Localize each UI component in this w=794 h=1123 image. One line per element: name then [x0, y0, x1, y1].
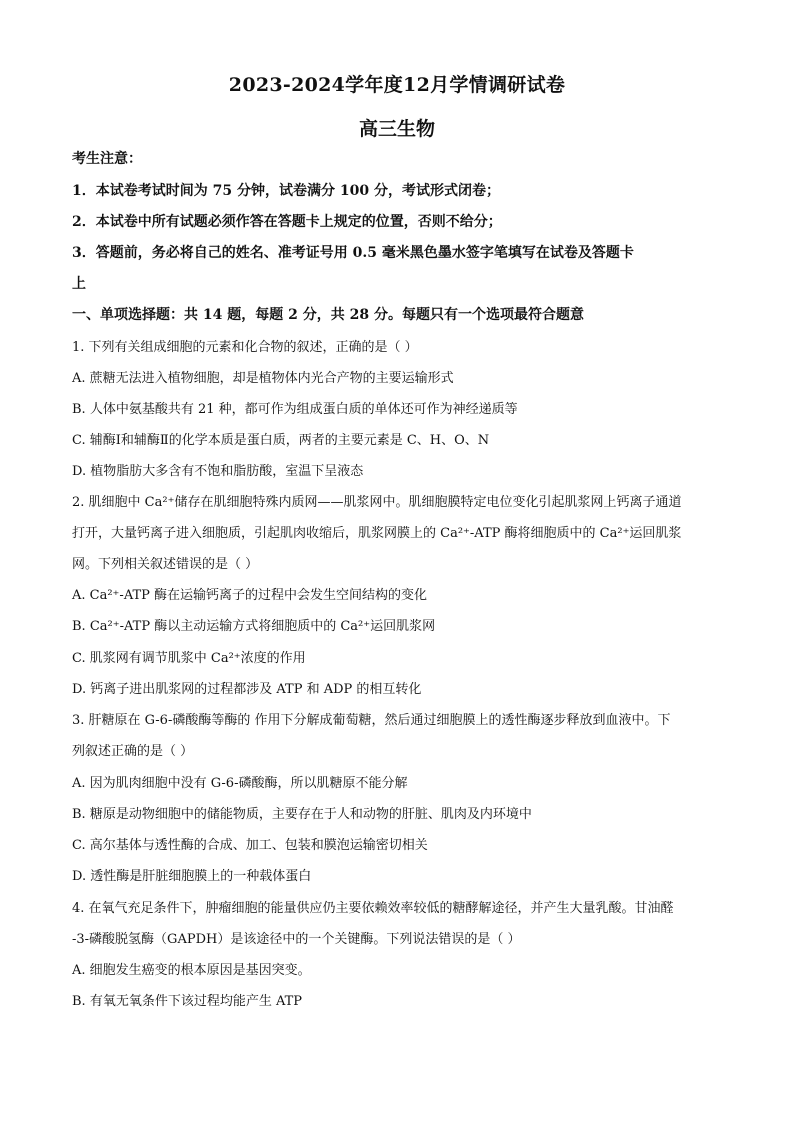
question-4-stem-line-1: 4. 在氧气充足条件下，肿瘤细胞的能量供应仍主要依赖效率较低的糖酵解途径，并产生大量乳酸。甘油醛 [72, 901, 674, 916]
question-2-stem-line-1: 2. 肌细胞中 Ca²⁺储存在肌细胞特殊内质网——肌浆网中。肌细胞膜特定电位变化引起肌浆网上钙离子通道 [72, 495, 682, 510]
question-3-option-d: D. 透性酶是肝脏细胞膜上的一种载体蛋白 [72, 869, 312, 884]
question-3-option-b: B. 糖原是动物细胞中的储能物质，主要存在于人和动物的肝脏、肌肉及内环境中 [72, 807, 532, 822]
question-1-stem: 1. 下列有关组成细胞的元素和化合物的叙述，正确的是（ ） [72, 340, 418, 355]
question-4-stem-line-2: -3-磷酸脱氢酶（GAPDH）是该途径中的一个关键酶。下列说法错误的是（ ） [72, 932, 521, 947]
notice-item-3-cont: 上 [72, 276, 86, 292]
section-heading: 一、单项选择题：共 14 题，每题 2 分，共 28 分。每题只有一个选项最符合题意 [72, 307, 584, 323]
question-1-option-b: B. 人体中氨基酸共有 21 种，都可作为组成蛋白质的单体还可作为神经递质等 [72, 402, 518, 417]
question-2-option-b: B. Ca²⁺-ATP 酶以主动运输方式将细胞质中的 Ca²⁺运回肌浆网 [72, 619, 436, 634]
exam-title: 2023-2024学年度12月学情调研试卷 [228, 74, 566, 96]
notice-heading: 考生注意： [72, 151, 142, 167]
question-3-option-c: C. 高尔基体与透性酶的合成、加工、包装和膜泡运输密切相关 [72, 838, 428, 853]
question-3-stem-line-1: 3. 肝糖原在 G-6-磷酸酶等酶的 作用下分解成葡萄糖，然后通过细胞膜上的透性酶逐步释放到血液中。下 [72, 713, 671, 728]
question-3-option-a: A. 因为肌肉细胞中没有 G-6-磷酸酶，所以肌糖原不能分解 [72, 776, 408, 791]
question-2-stem-line-2: 打开，大量钙离子进入细胞质，引起肌肉收缩后，肌浆网膜上的 Ca²⁺-ATP 酶将细胞质中的 Ca²⁺运回肌浆 [72, 526, 682, 541]
exam-page [72, 0, 722, 1123]
question-1-option-c: C. 辅酶Ⅰ和辅酶Ⅱ的化学本质是蛋白质，两者的主要元素是 C、H、O、N [72, 433, 490, 448]
question-2-option-a: A. Ca²⁺-ATP 酶在运输钙离子的过程中会发生空间结构的变化 [72, 588, 428, 603]
question-2-option-d: D. 钙离子进出肌浆网的过程都涉及 ATP 和 ADP 的相互转化 [72, 682, 422, 697]
question-4-option-a: A. 细胞发生癌变的根本原因是基因突变。 [72, 963, 311, 978]
question-1-option-a: A. 蔗糖无法进入植物细胞，却是植物体内光合产物的主要运输形式 [72, 371, 454, 386]
notice-item-1: 1．本试卷考试时间为 75 分钟，试卷满分 100 分，考试形式闭卷； [72, 183, 500, 199]
question-3-stem-line-2: 列叙述正确的是（ ） [72, 744, 194, 759]
question-2-stem-line-3: 网。下列相关叙述错误的是（ ） [72, 557, 259, 572]
question-4-option-b: B. 有氧无氧条件下该过程均能产生 ATP [72, 994, 303, 1009]
notice-item-2: 2．本试卷中所有试题必须作答在答题卡上规定的位置，否则不给分； [72, 214, 502, 230]
exam-subject: 高三生物 [358, 118, 435, 140]
notice-item-3: 3．答题前，务必将自己的姓名、准考证号用 0.5 毫米黑色墨水签字笔填写在试卷及答题卡 [72, 245, 634, 261]
question-1-option-d: D. 植物脂肪大多含有不饱和脂肪酸，室温下呈液态 [72, 464, 364, 479]
question-2-option-c: C. 肌浆网有调节肌浆中 Ca²⁺浓度的作用 [72, 651, 306, 666]
